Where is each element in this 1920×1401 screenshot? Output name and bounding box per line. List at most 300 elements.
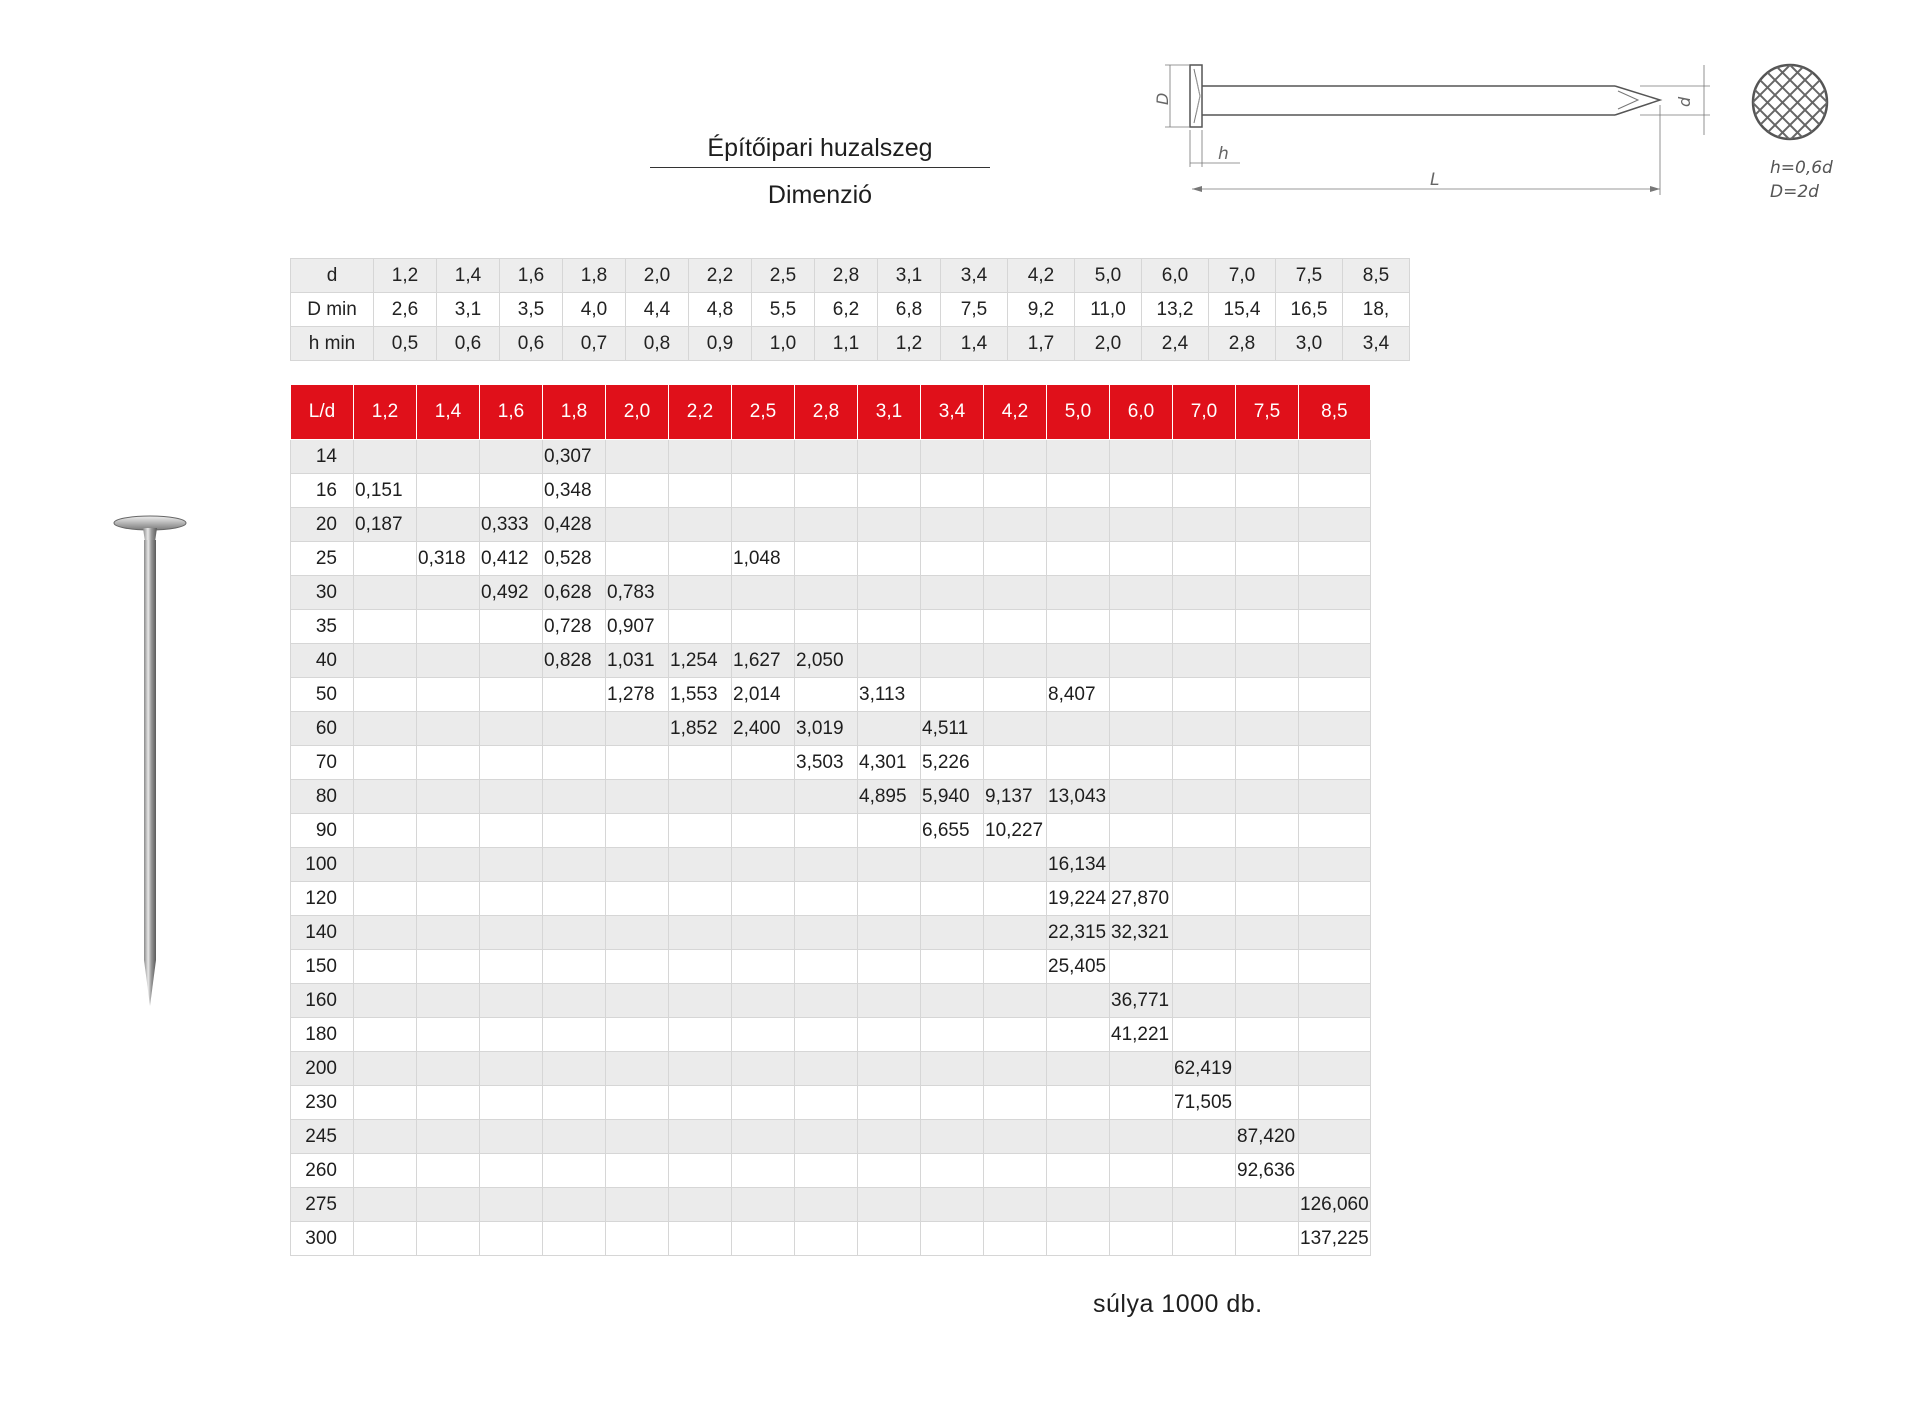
weight-cell [1173,916,1236,950]
table-row [291,950,1371,984]
weight-cell [417,576,480,610]
weight-cell [858,1052,921,1086]
weight-cell [1047,610,1110,644]
weight-cell [732,882,795,916]
weight-cell [543,950,606,984]
dimensions-cell: 2,8 [1209,327,1276,361]
weight-cell [1173,1188,1236,1222]
weight-cell [1173,1018,1236,1052]
weight-cell [417,780,480,814]
weight-cell [480,916,543,950]
weight-cell [1110,576,1173,610]
weight-row-label: 25 [291,542,354,576]
table-row [291,1188,1371,1222]
table-row [291,610,1371,644]
weight-cell [732,1222,795,1256]
weight-cell [1299,1120,1371,1154]
weight-cell: 1,031 [606,644,669,678]
weight-cell [984,848,1047,882]
weight-row-label: 40 [291,644,354,678]
weight-cell [669,950,732,984]
weight-cell [858,814,921,848]
title-underline [650,167,990,168]
weight-cell [858,712,921,746]
dimensions-table [290,258,1410,361]
weight-cell [543,848,606,882]
weight-cell [606,746,669,780]
weight-cell [1173,508,1236,542]
dimensions-cell: 3,4 [941,259,1008,293]
weight-cell [1299,440,1371,474]
weight-cell [669,1154,732,1188]
table-row [291,440,1371,474]
weight-row-label: 60 [291,712,354,746]
weight-cell [417,1188,480,1222]
weight-cell [1173,950,1236,984]
weight-row-label: 120 [291,882,354,916]
table-row [291,780,1371,814]
weight-cell [984,474,1047,508]
weight-cell [1173,780,1236,814]
weight-cell [732,814,795,848]
weight-cell [1236,814,1299,848]
dimensions-cell: 4,8 [689,293,752,327]
dimensions-cell: 11,0 [1075,293,1142,327]
weight-cell [606,1120,669,1154]
table-row [291,474,1371,508]
weight-cell [984,882,1047,916]
table-row [291,916,1371,950]
dimensions-cell: 6,2 [815,293,878,327]
table-row [291,1222,1371,1256]
weight-cell [984,984,1047,1018]
dimensions-cell: 1,4 [437,259,500,293]
weight-cell [858,1120,921,1154]
weight-cell [732,916,795,950]
weight-cell [669,1222,732,1256]
weight-cell [1236,576,1299,610]
weight-cell [669,610,732,644]
weight-cell [1047,1154,1110,1188]
dimensions-cell: 6,0 [1142,259,1209,293]
weight-cell [669,848,732,882]
weight-cell [354,1188,417,1222]
weight-cell [417,474,480,508]
weight-cell [921,678,984,712]
weight-cell [1110,746,1173,780]
weight-cell [984,610,1047,644]
weight-cell [858,848,921,882]
weight-cell [480,440,543,474]
weight-cell: 0,628 [543,576,606,610]
weight-cell [480,474,543,508]
table-row [291,882,1371,916]
weight-cell [543,1018,606,1052]
weight-cell: 41,221 [1110,1018,1173,1052]
weight-cell [1110,848,1173,882]
dimensions-cell: 2,8 [815,259,878,293]
weight-cell [1110,678,1173,712]
dimensions-cell: 5,5 [752,293,815,327]
weight-row-label: 180 [291,1018,354,1052]
weight-cell [354,1052,417,1086]
weight-cell [984,678,1047,712]
dimensions-cell: 3,0 [1276,327,1343,361]
weight-cell [354,610,417,644]
weight-cell [732,1188,795,1222]
weight-cell [795,1052,858,1086]
dimensions-cell: 0,9 [689,327,752,361]
weight-corner-label: L/d [291,385,354,440]
weight-cell [417,814,480,848]
weight-row-label: 20 [291,508,354,542]
dimensions-cell: 6,8 [878,293,941,327]
dimensions-cell: 7,5 [1276,259,1343,293]
weight-cell [858,644,921,678]
weight-row-label: 70 [291,746,354,780]
weight-cell [354,848,417,882]
weight-cell [480,712,543,746]
weight-cell [606,1086,669,1120]
weight-cell [480,882,543,916]
weight-cell [354,882,417,916]
table-row [291,1052,1371,1086]
weight-cell [417,1222,480,1256]
weight-cell [984,542,1047,576]
weight-cell [858,440,921,474]
weight-column-header: 1,8 [543,385,606,440]
weight-cell [480,644,543,678]
weight-cell: 19,224 [1047,882,1110,916]
weight-cell [1047,712,1110,746]
dimensions-cell: 0,7 [563,327,626,361]
weight-cell: 9,137 [984,780,1047,814]
weight-cell [606,542,669,576]
weight-cell [732,508,795,542]
weight-cell [417,1120,480,1154]
weight-cell: 0,187 [354,508,417,542]
weight-cell [480,848,543,882]
weight-cell [1110,1086,1173,1120]
weight-cell [669,1086,732,1120]
weight-cell [795,984,858,1018]
weight-cell [1173,474,1236,508]
weight-cell [606,882,669,916]
weight-cell [543,814,606,848]
weight-cell [1299,610,1371,644]
weight-cell: 3,503 [795,746,858,780]
weight-cell [858,576,921,610]
weight-cell [795,848,858,882]
weight-cell [417,1086,480,1120]
weight-cell [984,1018,1047,1052]
weight-cell [1299,848,1371,882]
weight-row-label: 245 [291,1120,354,1154]
weight-column-header: 2,0 [606,385,669,440]
weight-cell [1299,746,1371,780]
weight-cell [480,610,543,644]
weight-cell [858,1222,921,1256]
weight-cell [732,950,795,984]
weight-cell: 1,553 [669,678,732,712]
weight-cell [1236,746,1299,780]
weight-cell: 92,636 [1236,1154,1299,1188]
weight-cell [669,1188,732,1222]
table-row [291,848,1371,882]
weight-cell [1236,440,1299,474]
dimensions-cell: 1,6 [500,259,563,293]
weight-cell [354,814,417,848]
weight-cell [606,1222,669,1256]
weight-cell [1299,678,1371,712]
weight-cell [921,1222,984,1256]
weight-cell [984,576,1047,610]
weight-cell [795,610,858,644]
weight-cell [480,678,543,712]
dimensions-cell: 1,8 [563,259,626,293]
weight-cell [1236,542,1299,576]
weight-cell [1047,1086,1110,1120]
weight-cell [1299,950,1371,984]
weight-cell [669,746,732,780]
weight-cell [669,1018,732,1052]
dimensions-cell: 5,0 [1075,259,1142,293]
weight-cell [984,1120,1047,1154]
weight-cell [417,678,480,712]
weight-cell [1236,1086,1299,1120]
weight-cell [921,1052,984,1086]
weight-cell [354,984,417,1018]
weight-cell [1236,474,1299,508]
weight-row-label: 230 [291,1086,354,1120]
weight-cell [921,950,984,984]
weight-cell: 1,048 [732,542,795,576]
weight-cell: 0,492 [480,576,543,610]
weight-cell [732,610,795,644]
weight-cell [1047,644,1110,678]
weight-cell [921,1086,984,1120]
weight-cell [606,440,669,474]
weight-column-header: 3,1 [858,385,921,440]
weight-cell: 1,627 [732,644,795,678]
weight-cell [921,1018,984,1052]
weight-cell [984,916,1047,950]
cross-section-icon [1745,60,1835,150]
weight-cell [795,916,858,950]
weight-cell [1173,542,1236,576]
weight-cell [417,848,480,882]
dimensions-row-label: h min [291,327,374,361]
weight-cell [921,1120,984,1154]
weight-cell [1173,814,1236,848]
weight-cell [795,678,858,712]
dimensions-row-label: d [291,259,374,293]
weight-cell [1110,1120,1173,1154]
drawing-label-d: d [1675,96,1694,107]
weight-cell: 6,655 [921,814,984,848]
weight-cell: 25,405 [1047,950,1110,984]
weight-cell [417,1154,480,1188]
weight-cell [1299,1154,1371,1188]
weight-cell [858,1188,921,1222]
weight-cell [1299,1052,1371,1086]
weight-cell [858,950,921,984]
weight-cell [354,1086,417,1120]
weight-cell [858,610,921,644]
weight-cell [795,1120,858,1154]
weight-cell [984,746,1047,780]
weight-cell: 4,511 [921,712,984,746]
weight-cell [795,1086,858,1120]
weight-row-label: 14 [291,440,354,474]
weight-cell [417,950,480,984]
weight-cell [606,848,669,882]
dimensions-row-label: D min [291,293,374,327]
dimensions-cell: 16,5 [1276,293,1343,327]
weight-cell [921,474,984,508]
weight-cell [732,848,795,882]
weight-cell: 62,419 [1173,1052,1236,1086]
weight-cell [669,916,732,950]
weight-cell [480,1086,543,1120]
dimensions-cell: 2,5 [752,259,815,293]
dimensions-cell: 4,4 [626,293,689,327]
dimensions-row [291,259,1410,293]
weight-cell: 22,315 [1047,916,1110,950]
table-row [291,644,1371,678]
weight-cell [1110,712,1173,746]
weight-row-label: 275 [291,1188,354,1222]
weight-cell: 1,278 [606,678,669,712]
weight-cell [543,1120,606,1154]
formula-h: h=0,6d [1770,158,1833,178]
weight-cell: 0,907 [606,610,669,644]
weight-cell: 1,852 [669,712,732,746]
weight-cell [1236,508,1299,542]
weight-cell [480,780,543,814]
dimensions-cell: 2,4 [1142,327,1209,361]
weight-cell [1236,848,1299,882]
weight-cell [1236,644,1299,678]
dimensions-cell: 1,1 [815,327,878,361]
weight-column-header: 6,0 [1110,385,1173,440]
weight-cell [480,1120,543,1154]
weight-cell [1110,508,1173,542]
weight-cell [921,440,984,474]
weight-column-header: 2,2 [669,385,732,440]
weight-cell [1236,610,1299,644]
weight-cell [921,848,984,882]
weight-cell: 0,307 [543,440,606,474]
weight-cell [1047,474,1110,508]
weight-cell [606,780,669,814]
weight-cell [1236,916,1299,950]
weight-column-header: 1,6 [480,385,543,440]
weight-cell [417,746,480,780]
weight-cell [417,712,480,746]
weight-cell [606,1018,669,1052]
weight-row-label: 30 [291,576,354,610]
dimensions-cell: 18, [1343,293,1410,327]
weight-cell [1299,780,1371,814]
weight-cell [480,1222,543,1256]
table-row [291,1120,1371,1154]
dimensions-cell: 1,0 [752,327,815,361]
weight-cell [1173,984,1236,1018]
weight-cell [606,474,669,508]
weight-cell [1236,678,1299,712]
dimensions-cell: 9,2 [1008,293,1075,327]
weight-cell [606,1154,669,1188]
weight-cell [984,508,1047,542]
weight-cell: 0,151 [354,474,417,508]
weight-cell [354,950,417,984]
dimensions-cell: 8,5 [1343,259,1410,293]
weight-cell [1110,1154,1173,1188]
weight-column-header: 1,2 [354,385,417,440]
table-row [291,1086,1371,1120]
weight-cell [1173,678,1236,712]
dimensions-cell: 1,2 [878,327,941,361]
weight-cell: 0,783 [606,576,669,610]
weight-column-header: 8,5 [1299,385,1371,440]
page-title: Építőipari huzalszeg [707,134,933,162]
dimensions-cell: 2,6 [374,293,437,327]
dimensions-cell: 3,1 [878,259,941,293]
weight-cell [1047,1018,1110,1052]
weight-column-header: 2,8 [795,385,858,440]
weight-cell [984,644,1047,678]
weight-column-header: 1,4 [417,385,480,440]
weight-cell [480,984,543,1018]
weight-cell [858,882,921,916]
weight-cell [795,1018,858,1052]
weight-cell [669,780,732,814]
weight-cell [984,1154,1047,1188]
weight-cell [1110,474,1173,508]
weight-cell: 5,226 [921,746,984,780]
weight-cell [354,1018,417,1052]
weight-cell [354,746,417,780]
weight-cell [669,882,732,916]
weight-cell [921,1188,984,1222]
table-row [291,814,1371,848]
weight-cell [1047,508,1110,542]
weight-cell [921,916,984,950]
weight-cell [1299,1018,1371,1052]
weight-cell: 36,771 [1110,984,1173,1018]
weight-cell [732,576,795,610]
weight-cell [606,814,669,848]
weight-cell [1236,1018,1299,1052]
weight-cell [1236,712,1299,746]
weight-cell [795,950,858,984]
weight-cell [543,1052,606,1086]
weight-cell [1173,610,1236,644]
weight-cell [1299,508,1371,542]
formula-D: D=2d [1770,182,1819,202]
weight-column-header: 3,4 [921,385,984,440]
weight-row-label: 50 [291,678,354,712]
weight-cell [795,1154,858,1188]
weight-cell [1047,984,1110,1018]
weight-cell [1299,576,1371,610]
weight-cell [795,882,858,916]
weight-cell [921,644,984,678]
weight-cell [417,644,480,678]
dimensions-row [291,327,1410,361]
weight-cell [795,542,858,576]
